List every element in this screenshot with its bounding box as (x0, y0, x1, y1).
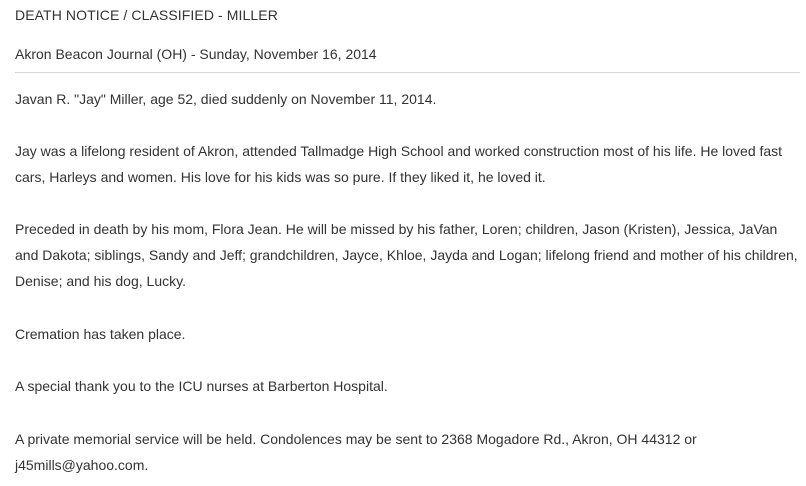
notice-paragraph-biography (15, 138, 800, 190)
notice-paragraph-survivors (15, 216, 800, 294)
article-source-line: Akron Beacon Journal (OH) - Sunday, November 16, 2014 (15, 46, 377, 62)
notice-paragraph-memorial (15, 426, 800, 478)
header-divider (15, 72, 800, 73)
paragraph-text: Cremation has taken place. (15, 326, 186, 342)
notice-paragraph-thanks (15, 373, 800, 399)
notice-paragraph-announcement (15, 86, 800, 112)
notice-paragraph-cremation (15, 321, 800, 347)
paragraph-text: A special thank you to the ICU nurses at Barberton Hospital. (15, 378, 388, 394)
paragraph-text: Preceded in death by his mom, Flora Jean. He will be missed by his father, Loren; children, Jason (Kristen), Jessica, JaVan and Dakota; siblings, Sandy and Jeff; grandchildren, Jayce, Khloe, Jayda and Logan; lifelong friend and mother of his children, Denise; and his dog, Lucky. (15, 221, 798, 289)
article-headline: DEATH NOTICE / CLASSIFIED - MILLER (15, 7, 278, 23)
paragraph-text: A private memorial service will be held. Condolences may be sent to 2368 Mogadore Rd., Akron, OH 44312 or j45mills@yahoo.com. (15, 431, 697, 473)
paragraph-text: Javan R. "Jay" Miller, age 52, died suddenly on November 11, 2014. (15, 91, 437, 107)
paragraph-text: Jay was a lifelong resident of Akron, attended Tallmadge High School and worked construction most of his life. He loved fast cars, Harleys and women. His love for his kids was so pure. If they liked it, he loved it. (15, 143, 783, 185)
